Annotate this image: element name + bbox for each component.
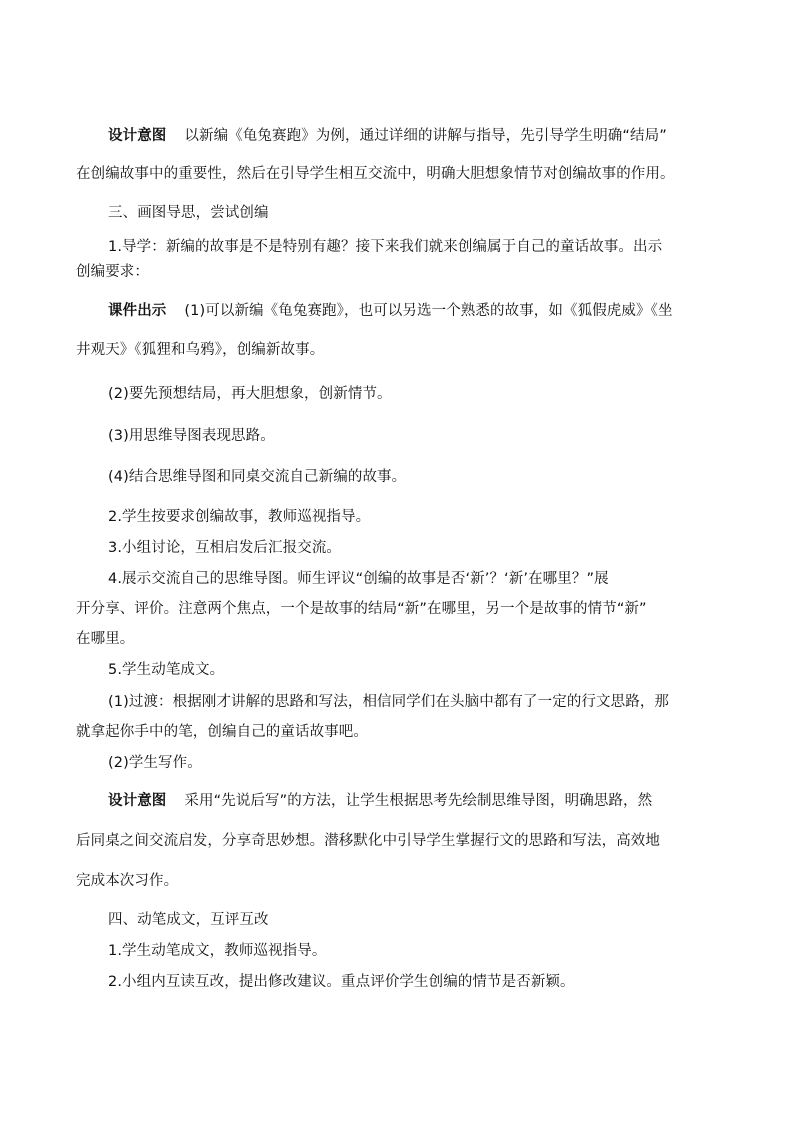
step-4-line-1: 4.展示交流自己的思维导图。师生评议“创编的故事是否‘新’？‘新’在哪里？”展 xyxy=(108,571,609,587)
step-2: 2.学生按要求创编故事，教师巡视指导。 xyxy=(108,509,371,525)
design-note-line-1: 设计意图 采用“先说后写”的方法，让学生根据思考先绘制思维导图，明确思路，然 xyxy=(108,793,653,809)
section-4-step-2: 2.小组内互读互改，提出修改建议。重点评价学生创编的情节是否新颖。 xyxy=(108,974,575,990)
step-4-line-3: 在哪里。 xyxy=(76,631,135,647)
step-5-sub-2: (2)学生写作。 xyxy=(108,755,202,771)
section-3-heading: 三、画图导思，尝试创编 xyxy=(108,205,269,221)
section-4-step-1: 1.学生动笔成文，教师巡视指导。 xyxy=(108,943,327,959)
step-1-line-1: 1.导学：新编的故事是不是特别有趣？接下来我们就来创编属于自己的童话故事。出示 xyxy=(108,239,663,255)
requirement-4: (4)结合思维导图和同桌交流自己新编的故事。 xyxy=(108,469,407,485)
design-note-line-2: 后同桌之间交流启发，分享奇思妙想。潜移默化中引导学生掌握行文的思路和写法，高效地 xyxy=(76,833,660,849)
design-note-line-3: 完成本次习作。 xyxy=(76,873,179,889)
step-4-line-2: 开分享、评价。注意两个焦点，一个是故事的结局“新”在哪里，另一个是故事的情节“新” xyxy=(76,601,647,617)
section-4-heading: 四、动笔成文，互评互改 xyxy=(108,912,269,928)
design-intent-line-1: 设计意图 以新编《龟兔赛跑》为例，通过详细的讲解与指导，先引导学生明确“结局” xyxy=(108,128,667,144)
courseware-line-2: 井观天》《狐狸和乌鸦》，创编新故事。 xyxy=(76,342,325,358)
step-5-sub-1-line-2: 就拿起你手中的笔，创编自己的童话故事吧。 xyxy=(76,724,368,740)
step-1-line-2: 创编要求： xyxy=(76,264,149,280)
design-note-label: 设计意图 xyxy=(108,793,167,809)
requirement-3: (3)用思维导图表现思路。 xyxy=(108,428,275,444)
step-5-title: 5.学生动笔成文。 xyxy=(108,662,225,678)
step-3: 3.小组讨论，互相启发后汇报交流。 xyxy=(108,540,342,556)
requirement-2: (2)要先预想结局，再大胆想象，创新情节。 xyxy=(108,386,392,402)
design-intent-line-2: 在创编故事中的重要性，然后在引导学生相互交流中，明确大胆想象情节对创编故事的作用。 xyxy=(76,166,675,182)
step-5-sub-1-line-1: (1)过渡：根据刚才讲解的思路和写法，相信同学们在头脑中都有了一定的行文思路，那 xyxy=(108,694,670,710)
courseware-label: 课件出示 xyxy=(108,303,167,319)
courseware-line-1: 课件出示 (1)可以新编《龟兔赛跑》，也可以另选一个熟悉的故事，如《狐假虎威》《坐 xyxy=(108,303,673,319)
design-intent-label: 设计意图 xyxy=(108,128,167,144)
